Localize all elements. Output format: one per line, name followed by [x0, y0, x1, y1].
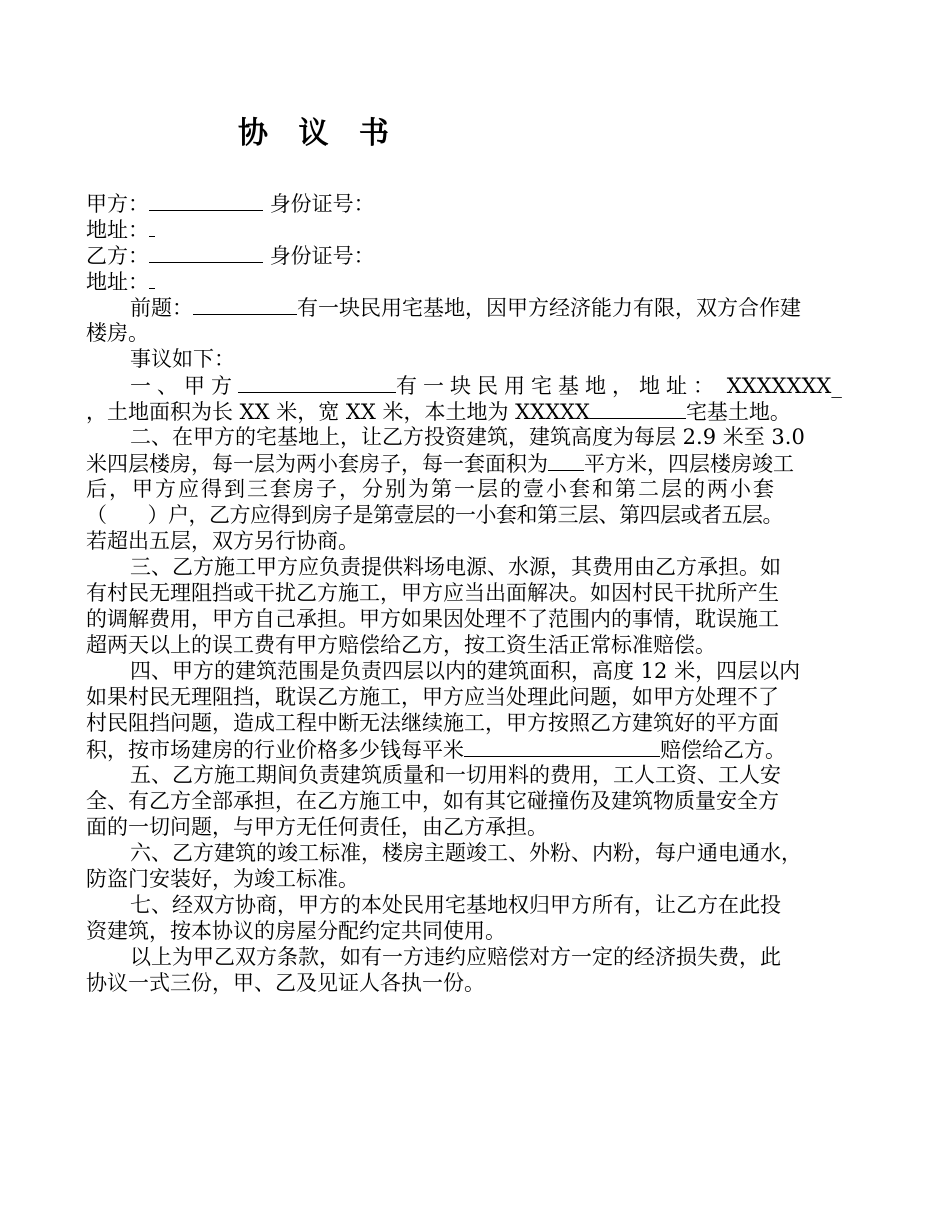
clause4-line-4 — [86, 736, 868, 762]
clause4-end-text: 赔偿给乙方。 — [660, 738, 786, 762]
party-b-address-label: 地址： — [86, 270, 149, 294]
clause1-text: 有一块民用宅基地，地址： — [396, 374, 720, 398]
closing-line-1: 以上为甲乙双方条款，如有一方违约应赔偿对方一定的经济损失费，此 — [130, 945, 781, 969]
party-a-address-label: 地址： — [86, 218, 149, 242]
clause1-party: 一、甲方 — [130, 374, 238, 398]
clause2-line-5: 若超出五层，双方另行协商。 — [86, 529, 359, 553]
party-b-line — [86, 242, 868, 268]
clause4-line-1: 四、甲方的建筑范围是负责四层以内的建筑面积，高度 12 米，四层以内 — [130, 659, 801, 683]
clause5-line-3: 面的一切问题，与甲方无任何责任，由乙方承担。 — [86, 815, 548, 839]
document-title: 协 议 书 — [238, 116, 399, 151]
clause1-area-text: ，土地面积为长 XX 米，宽 XX 米，本土地为 XXXXX — [86, 400, 590, 424]
clause2-text-a: 米四层楼房，每一层为两小套房子，每一套面积为 — [86, 452, 548, 476]
clause2-text-b: 平方米，四层楼房竣工 — [584, 452, 794, 476]
party-a-address-blank — [149, 216, 155, 237]
party-b-label: 乙方： — [86, 244, 149, 268]
clause1-address-code: XXXXXXX_ — [726, 374, 842, 398]
party-b-address-blank — [149, 268, 155, 289]
clause1-land-blank — [590, 398, 686, 419]
clause1-party-blank — [238, 372, 396, 393]
party-b-name-blank — [149, 242, 263, 263]
agreed-heading: 事议如下： — [130, 347, 235, 371]
preamble-text: 有一块民用宅基地，因甲方经济能力有限，双方合作建 — [297, 296, 801, 320]
clause2-line-2 — [86, 450, 868, 476]
clause3-line-2: 有村民无理阻挡或干扰乙方施工，甲方应当出面解决。如因村民干扰所产生 — [86, 581, 779, 605]
preamble-label: 前题： — [130, 296, 193, 320]
preamble-line-1 — [86, 294, 868, 320]
party-a-address-line — [86, 216, 868, 242]
clause6-line-2: 防盗门安装好，为竣工标准。 — [86, 867, 359, 891]
clause4-line-3: 村民阻挡问题，造成工程中断无法继续施工，甲方按照乙方建筑好的平方面 — [86, 711, 779, 735]
clause1-end-text: 宅基土地。 — [685, 400, 791, 424]
preamble-blank — [193, 294, 297, 315]
party-b-address-line — [86, 268, 868, 294]
clause2-line-4: （ ）户，乙方应得到房子是第壹层的一小套和第三层、第四层或者五层。 — [86, 503, 783, 527]
clause3-line-3: 的调解费用，甲方自己承担。甲方如果因处理不了范围内的事情，耽误施工 — [86, 607, 779, 631]
clause6-line-1: 六、乙方建筑的竣工标准，楼房主题竣工、外粉、内粉，每户通电通水， — [130, 841, 802, 865]
party-b-id-label: 身份证号： — [269, 244, 375, 268]
closing-line-2: 协议一式三份，甲、乙及见证人各执一份。 — [86, 971, 485, 995]
party-a-label: 甲方： — [86, 192, 149, 216]
party-a-line — [86, 190, 868, 216]
clause4-line-2: 如果村民无理阻挡，耽误乙方施工，甲方应当处理此问题，如甲方处理不了 — [86, 685, 779, 709]
clause1-line-1 — [86, 372, 868, 398]
clause7-line-1: 七、经双方协商，甲方的本处民用宅基地权归甲方所有，让乙方在此投 — [130, 893, 781, 917]
clause4-price-text: 积，按市场建房的行业价格多少钱每平米 — [86, 738, 464, 762]
preamble-line-2: 楼房。 — [86, 321, 149, 345]
clause7-line-2: 资建筑，按本协议的房屋分配约定共同使用。 — [86, 919, 506, 943]
clause2-line-3: 后，甲方应得到三套房子，分别为第一层的壹小套和第二层的两小套 — [86, 477, 776, 501]
clause4-price-blank — [464, 736, 660, 757]
party-a-id-label: 身份证号： — [269, 192, 375, 216]
document-body — [86, 190, 868, 996]
clause2-area-blank — [548, 450, 584, 471]
clause5-line-2: 全、有乙方全部承担，在乙方施工中，如有其它碰撞伤及建筑物质量安全方 — [86, 789, 779, 813]
clause3-line-4: 超两天以上的误工费有甲方赔偿给乙方，按工资生活正常标准赔偿。 — [86, 633, 716, 657]
clause1-line-2 — [86, 398, 868, 424]
clause5-line-1: 五、乙方施工期间负责建筑质量和一切用料的费用，工人工资、工人安 — [130, 763, 781, 787]
clause2-line-1: 二、在甲方的宅基地上，让乙方投资建筑，建筑高度为每层 2.9 米至 3.0 — [130, 425, 805, 449]
clause3-line-1: 三、乙方施工甲方应负责提供料场电源、水源，其费用由乙方承担。如 — [130, 555, 781, 579]
party-a-name-blank — [149, 190, 263, 211]
